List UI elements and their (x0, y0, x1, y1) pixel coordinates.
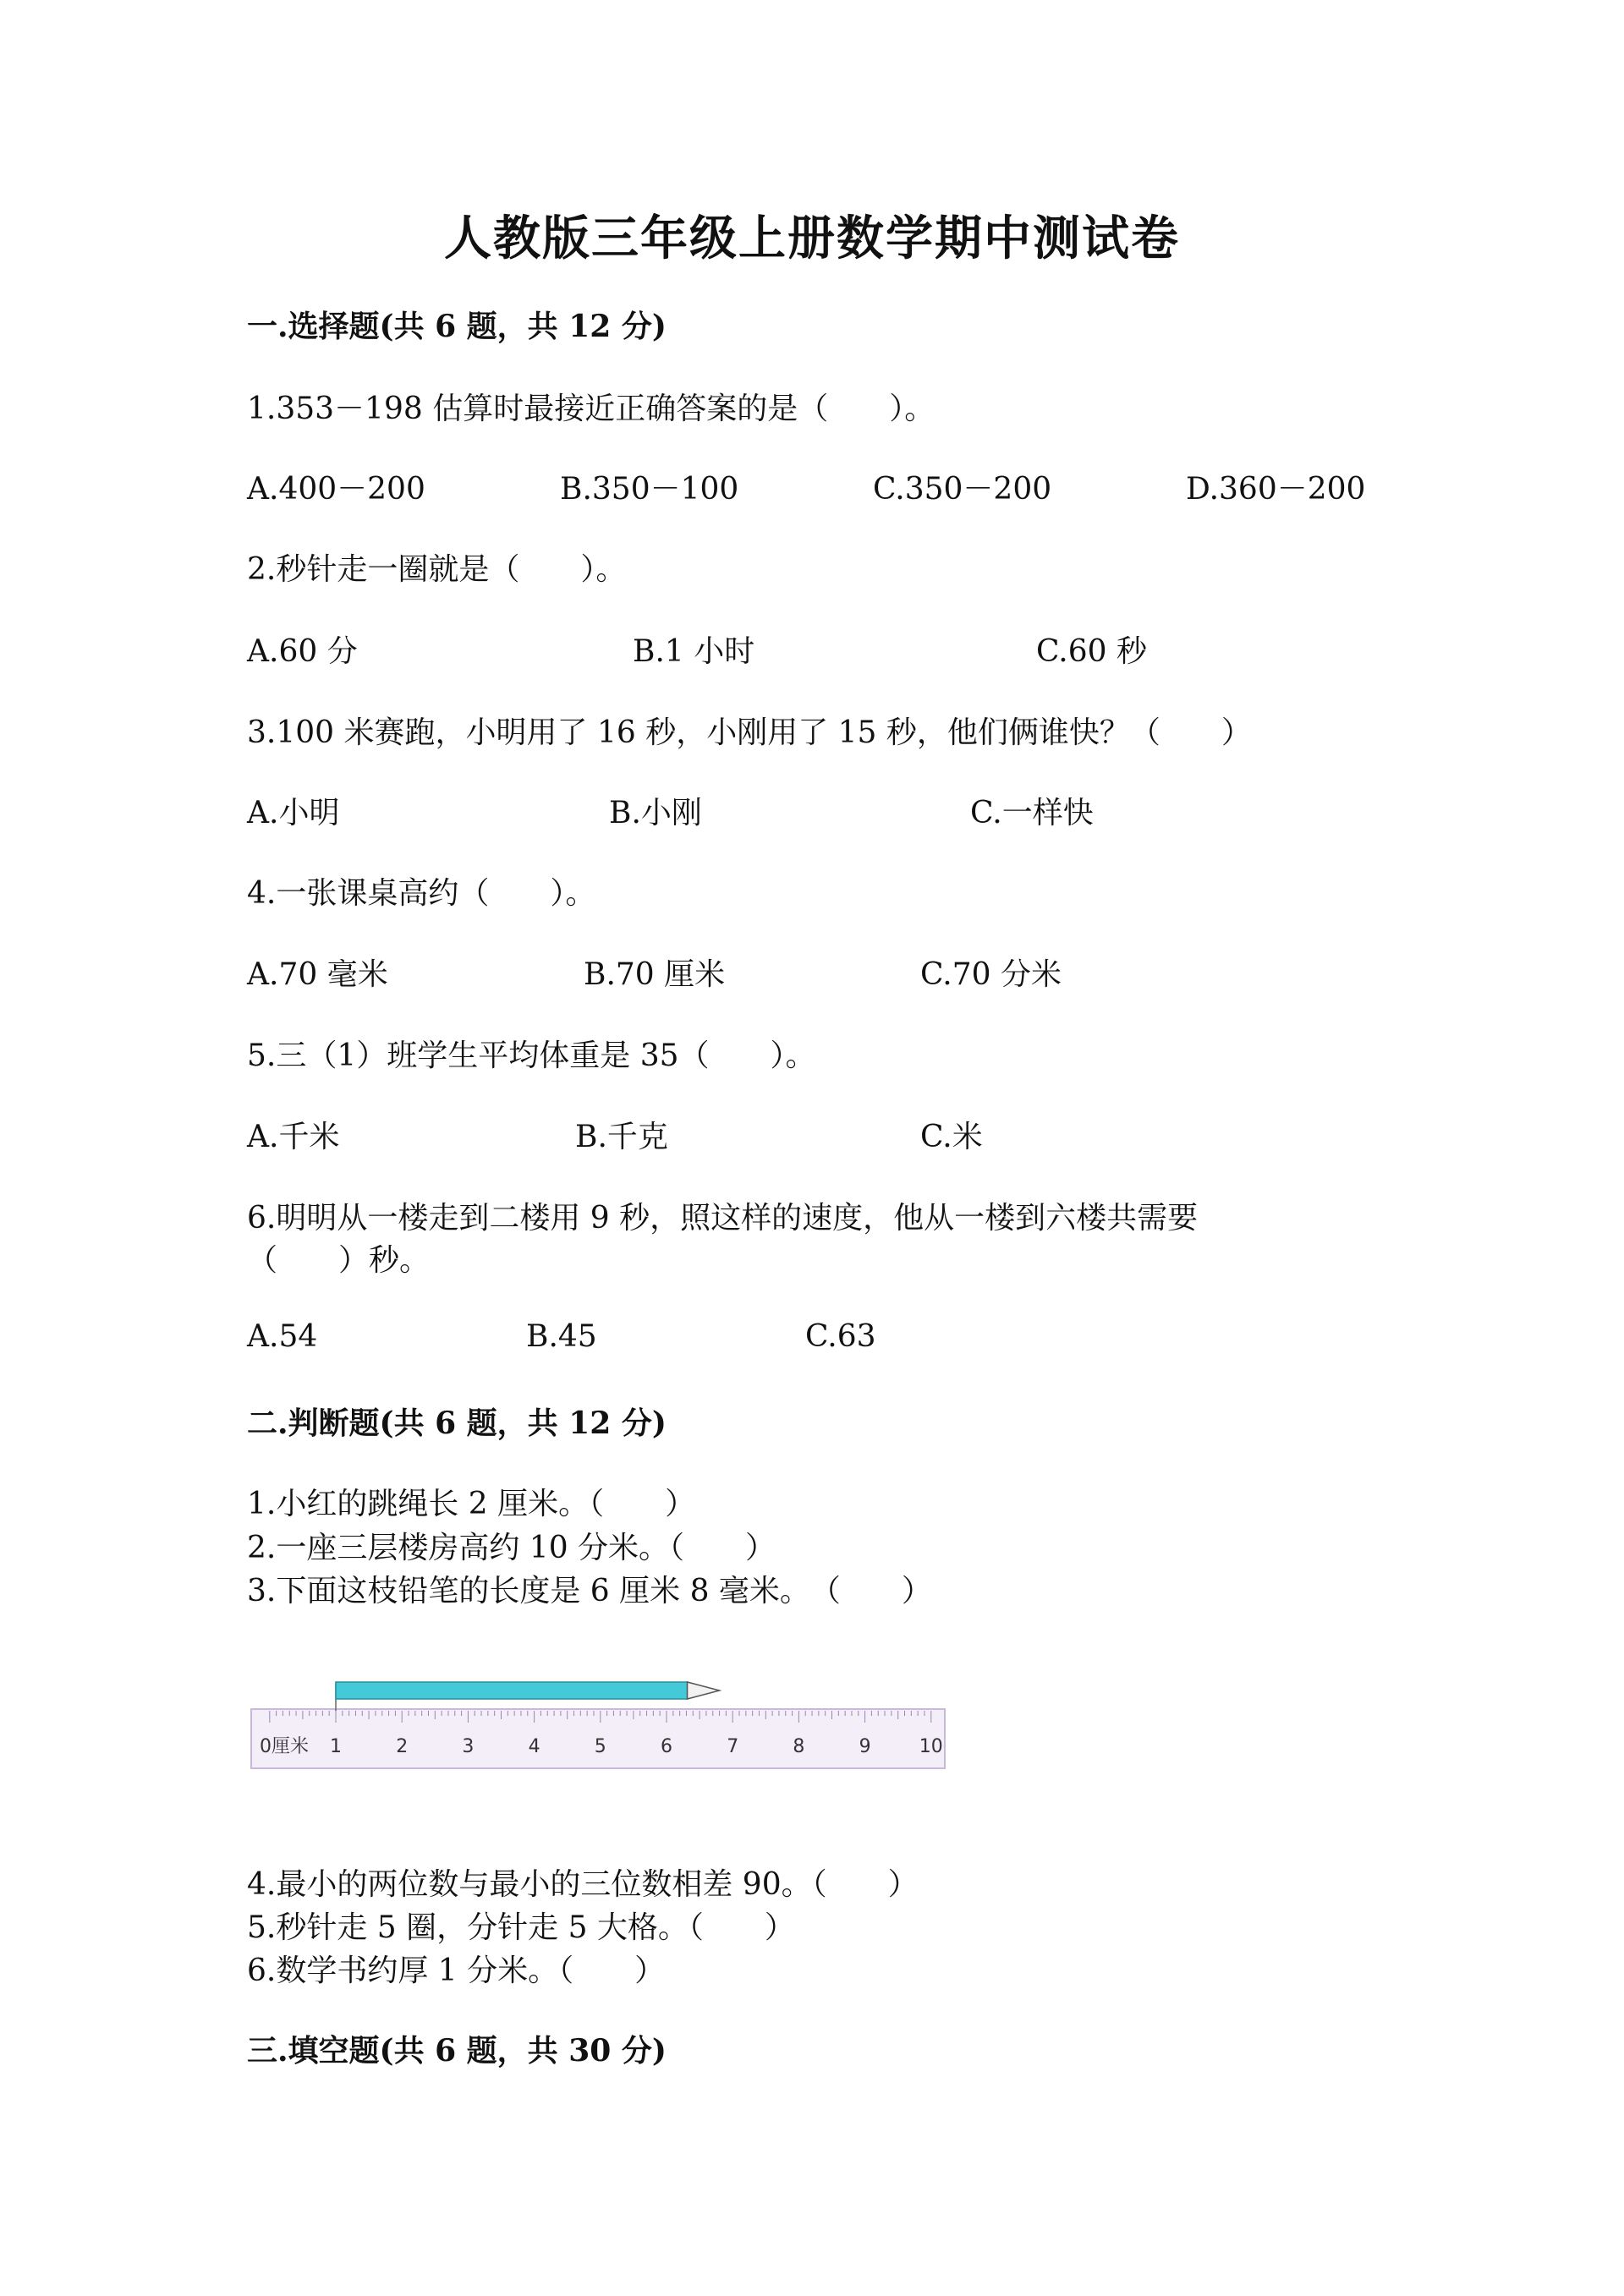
choice-q4-option-b: B.70 厘米 (584, 957, 726, 992)
ruler-start-label: 0厘米 (260, 1736, 309, 1757)
choice-q5-option-c: C.米 (920, 1120, 983, 1154)
page-title: 人教版三年级上册数学期中测试卷 (444, 211, 1180, 266)
choice-q3-option-a: A.小明 (247, 796, 340, 830)
choice-q6-option-a: A.54 (247, 1319, 318, 1354)
choice-q1-option-b: B.350－100 (560, 472, 739, 507)
choice-q2-option-c: C.60 秒 (1036, 634, 1147, 669)
judgment-item-1: 1.小红的跳绳长 2 厘米。（ ） (247, 1487, 696, 1521)
ruler-number: 7 (727, 1736, 739, 1757)
judgment-item-4: 4.最小的两位数与最小的三位数相差 90。（ ） (247, 1867, 919, 1902)
choice-q4-option-c: C.70 分米 (920, 957, 1062, 992)
judgment-item-6: 6.数学书约厚 1 分米。（ ） (247, 1954, 666, 1988)
judgment-item-3: 3.下面这枝铅笔的长度是 6 厘米 8 毫米。 （ ） (247, 1574, 932, 1608)
choice-q4-option-a: A.70 毫米 (247, 957, 388, 992)
choice-question-5: 5.三（1）班学生平均体重是 35（ ）。 (247, 1038, 816, 1073)
choice-q1-option-a: A.400－200 (247, 472, 425, 507)
choice-q2-option-b: B.1 小时 (633, 634, 755, 669)
choice-q3-option-c: C.一样快 (970, 796, 1094, 830)
ruler-number: 9 (859, 1736, 871, 1757)
judgment-item-5: 5.秒针走 5 圈，分针走 5 大格。（ ） (247, 1910, 795, 1945)
choice-q1-option-d: D.360－200 (1186, 472, 1366, 507)
choice-q6-option-c: C.63 (805, 1319, 876, 1354)
choice-q1-option-c: C.350－200 (873, 472, 1052, 507)
choice-question-4: 4.一张课桌高约（ ）。 (247, 876, 596, 911)
choice-question-2: 2.秒针走一圈就是（ ）。 (247, 552, 627, 587)
pencil-ruler-figure (250, 1677, 952, 1774)
ruler-number: 4 (528, 1736, 540, 1757)
pencil-body (336, 1682, 688, 1699)
judgment-item-2: 2.一座三层楼房高约 10 分米。（ ） (247, 1531, 776, 1565)
pencil-tip (688, 1682, 720, 1699)
choice-q6-option-b: B.45 (526, 1319, 597, 1354)
choice-question-6-continued: （ ）秒。 (247, 1243, 431, 1278)
choice-question-1: 1.353－198 估算时最接近正确答案的是（ ）。 (247, 392, 935, 426)
section-heading-fill-in: 三.填空题(共 6 题，共 30 分) (247, 2033, 667, 2069)
choice-question-3: 3.100 米赛跑，小明用了 16 秒，小刚用了 15 秒，他们俩谁快？（ ） (247, 715, 1252, 750)
choice-q5-option-a: A.千米 (247, 1120, 340, 1154)
ruler-number: 6 (661, 1736, 672, 1757)
section-heading-judgment: 二.判断题(共 6 题，共 12 分) (247, 1406, 667, 1441)
ruler-number: 2 (396, 1736, 409, 1757)
ruler-number: 3 (462, 1736, 475, 1757)
ruler-number: 5 (594, 1736, 606, 1757)
choice-question-6: 6.明明从一楼走到二楼用 9 秒，照这样的速度，他从一楼到六楼共需要 (247, 1201, 1199, 1236)
ruler-number: 8 (793, 1736, 805, 1757)
choice-q3-option-b: B.小刚 (609, 796, 702, 830)
ruler-number: 1 (330, 1736, 342, 1757)
section-heading-choice: 一.选择题(共 6 题，共 12 分) (247, 309, 667, 344)
ruler-number: 10 (919, 1736, 943, 1757)
choice-q5-option-b: B.千克 (575, 1120, 668, 1154)
choice-q2-option-a: A.60 分 (247, 634, 358, 669)
